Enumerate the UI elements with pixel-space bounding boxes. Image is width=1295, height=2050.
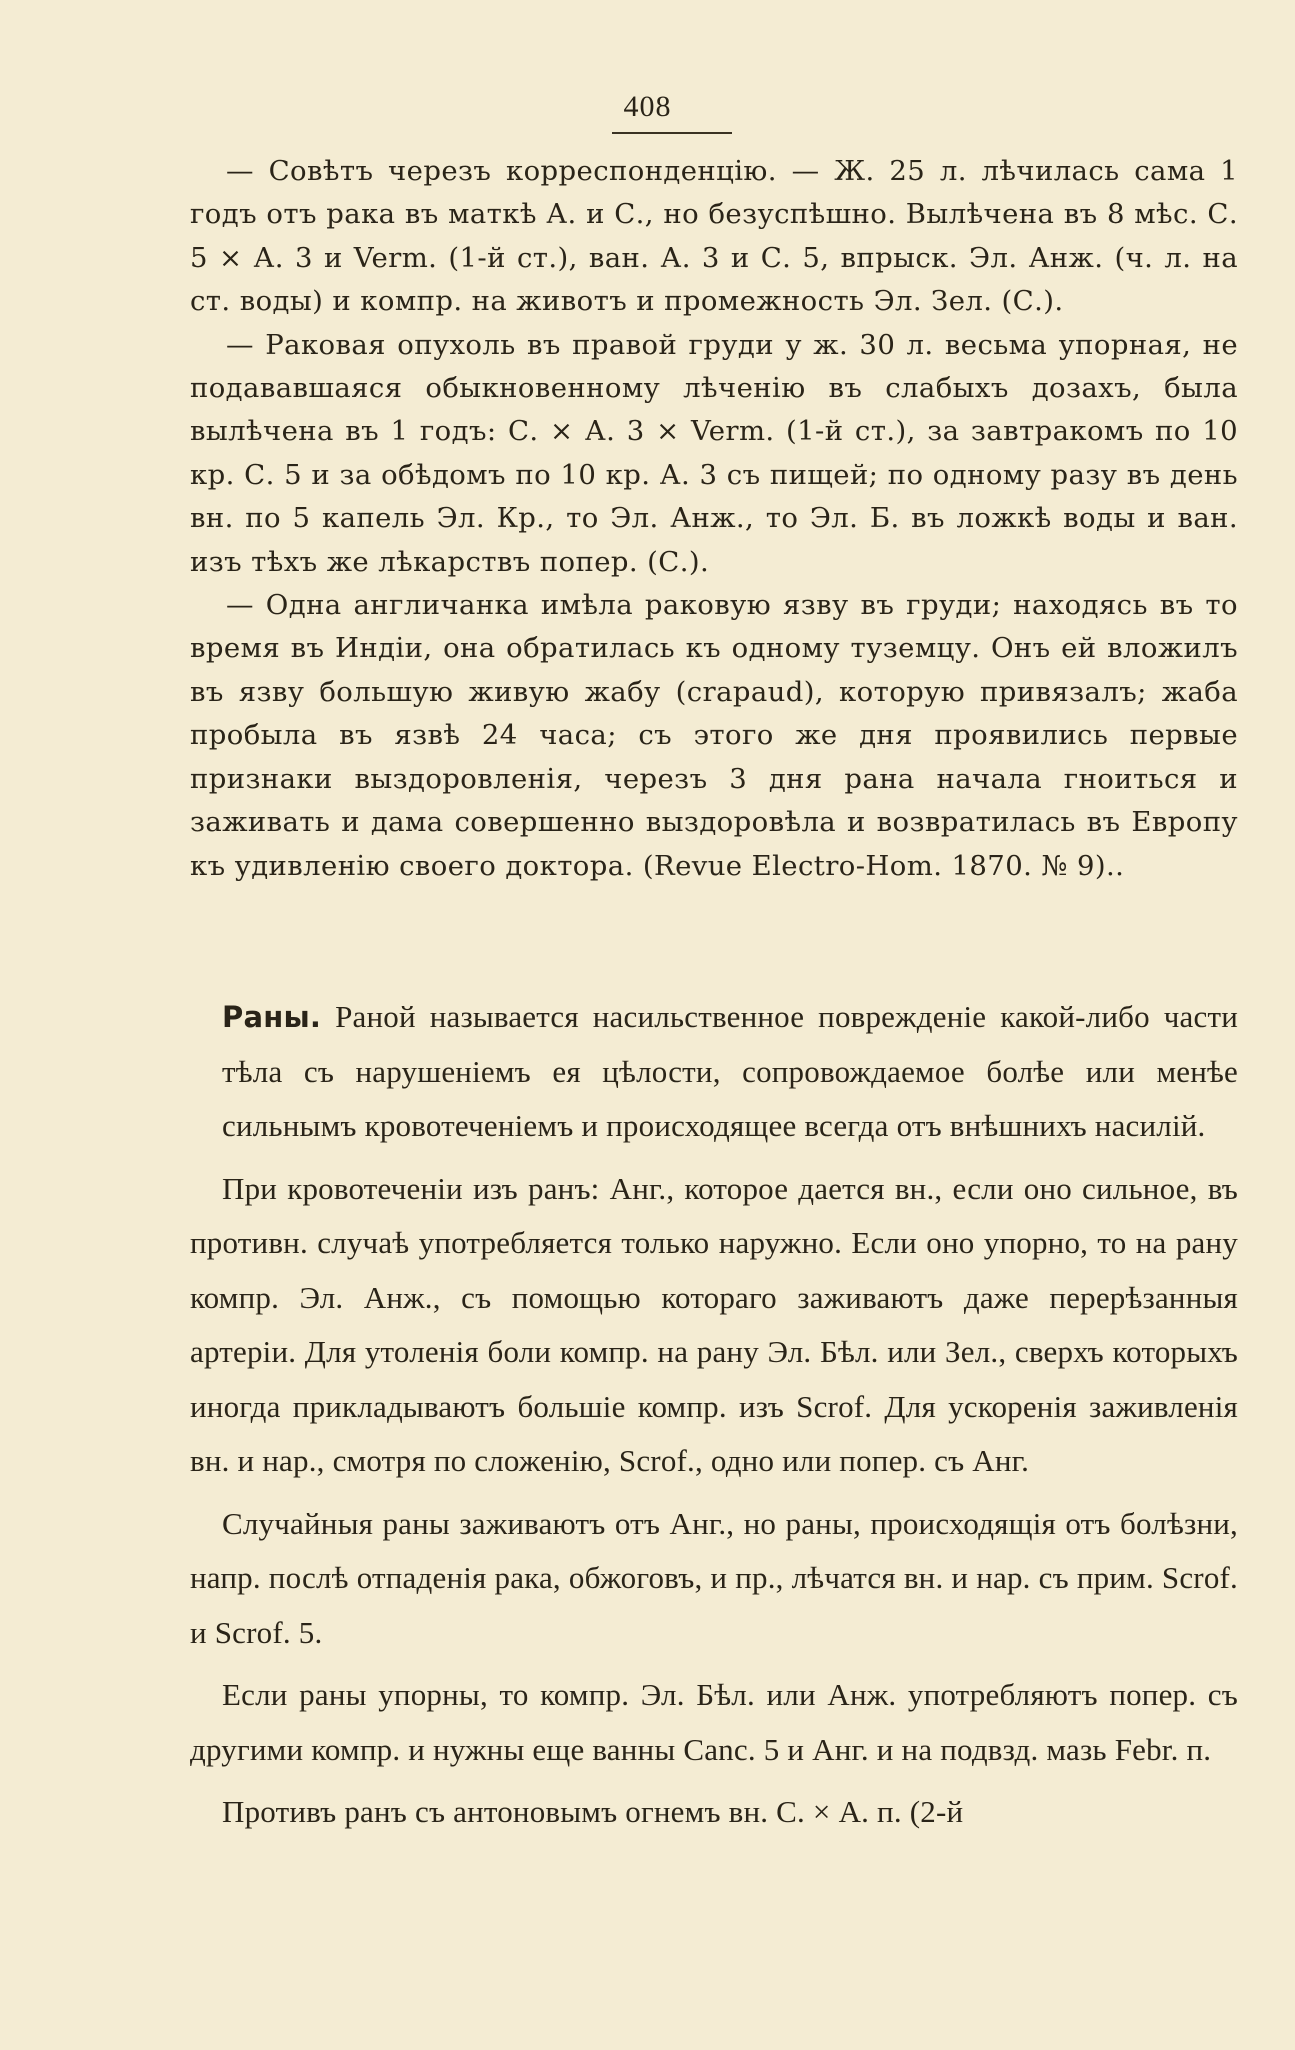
- section-definition: Раной называется насильственное поврежденіе какой-либо части тѣла съ нарушеніемъ ея цѣлости, сопровождаемое болѣе или менѣе сильнымъ кровотеченіемъ и происходящее всегда отъ внѣшнихъ насилій.: [222, 999, 1238, 1143]
- case-note-paragraph: — Совѣтъ черезъ корреспонденцію. — Ж. 25 л. лѣчилась сама 1 годъ отъ рака въ маткѣ А. и С., но безуспѣшно. Вылѣчена въ 8 мѣс. С. 5 × А. 3 и Verm. (1-й ст.), ван. А. 3 и С. 5, впрыск. Эл. Анж. (ч. л. на ст. воды) и компр. на животъ и промежность Эл. Зел. (С.).: [190, 155, 1238, 318]
- section-heading: Раны.: [222, 1000, 322, 1034]
- page-number-rule: [612, 132, 732, 134]
- page-number: 408: [623, 90, 672, 123]
- section-intro-paragraph: [190, 990, 1238, 1154]
- body-paragraph: Случайныя раны заживаютъ отъ Анг., но раны, происходящія отъ болѣзни, напр. послѣ отпаденія рака, обжоговъ, и пр., лѣчатся вн. и нар. съ прим. Scrof. и Scrof. 5.: [190, 1505, 1238, 1650]
- body-paragraph: Противъ ранъ съ антоновымъ огнемъ вн. С. × А. п. (2-й: [222, 1794, 964, 1829]
- case-notes: [190, 150, 1238, 888]
- wounds-section: [190, 990, 1238, 1848]
- case-note-paragraph: — Раковая опухоль въ правой груди у ж. 30 л. весьма упорная, не подававшаяся обыкновенному лѣченію въ слабыхъ дозахъ, была вылѣчена въ 1 годъ: С. × А. 3 × Verm. (1-й ст.), за завтракомъ по 10 кр. С. 5 и за обѣдомъ по 10 кр. А. 3 съ пищей; по одному разу въ день вн. по 5 капель Эл. Кр., то Эл. Анж., то Эл. Б. въ ложкѣ воды и ван. изъ тѣхъ же лѣкарствъ попер. (С.).: [190, 328, 1238, 578]
- body-paragraph: При кровотеченіи изъ ранъ: Анг., которое дается вн., если оно сильное, въ противн. случаѣ употребляется только наружно. Если оно упорно, то на рану компр. Эл. Анж., съ помощью котораго заживаютъ даже перерѣзанныя артеріи. Для утоленія боли компр. на рану Эл. Бѣл. или Зел., сверхъ которыхъ иногда прикладываютъ большіе компр. изъ Scrof. Для ускоренія заживленія вн. и нар., смотря по сложенію, Scrof., одно или попер. съ Анг.: [190, 1170, 1238, 1478]
- body-paragraph: Если раны упорны, то компр. Эл. Бѣл. или Анж. употребляютъ попер. съ другими компр. и нужны еще ванны Canc. 5 и Анг. и на подвзд. мазь Febr. п.: [190, 1677, 1238, 1767]
- case-note-paragraph: — Одна англичанка имѣла раковую язву въ груди; находясь въ то время въ Индіи, она обратилась къ одному туземцу. Онъ ей вложилъ въ язву большую живую жабу (crapaud), которую привязалъ; жаба пробыла въ язвѣ 24 часа; съ этого же дня проявились первые признаки выздоровленія, черезъ 3 дня рана начала гноиться и заживать и дама совершенно выздоровѣла и возвратилась въ Европу къ удивленію своего доктора. (Revue Electro-Hom. 1870. № 9)..: [190, 589, 1238, 882]
